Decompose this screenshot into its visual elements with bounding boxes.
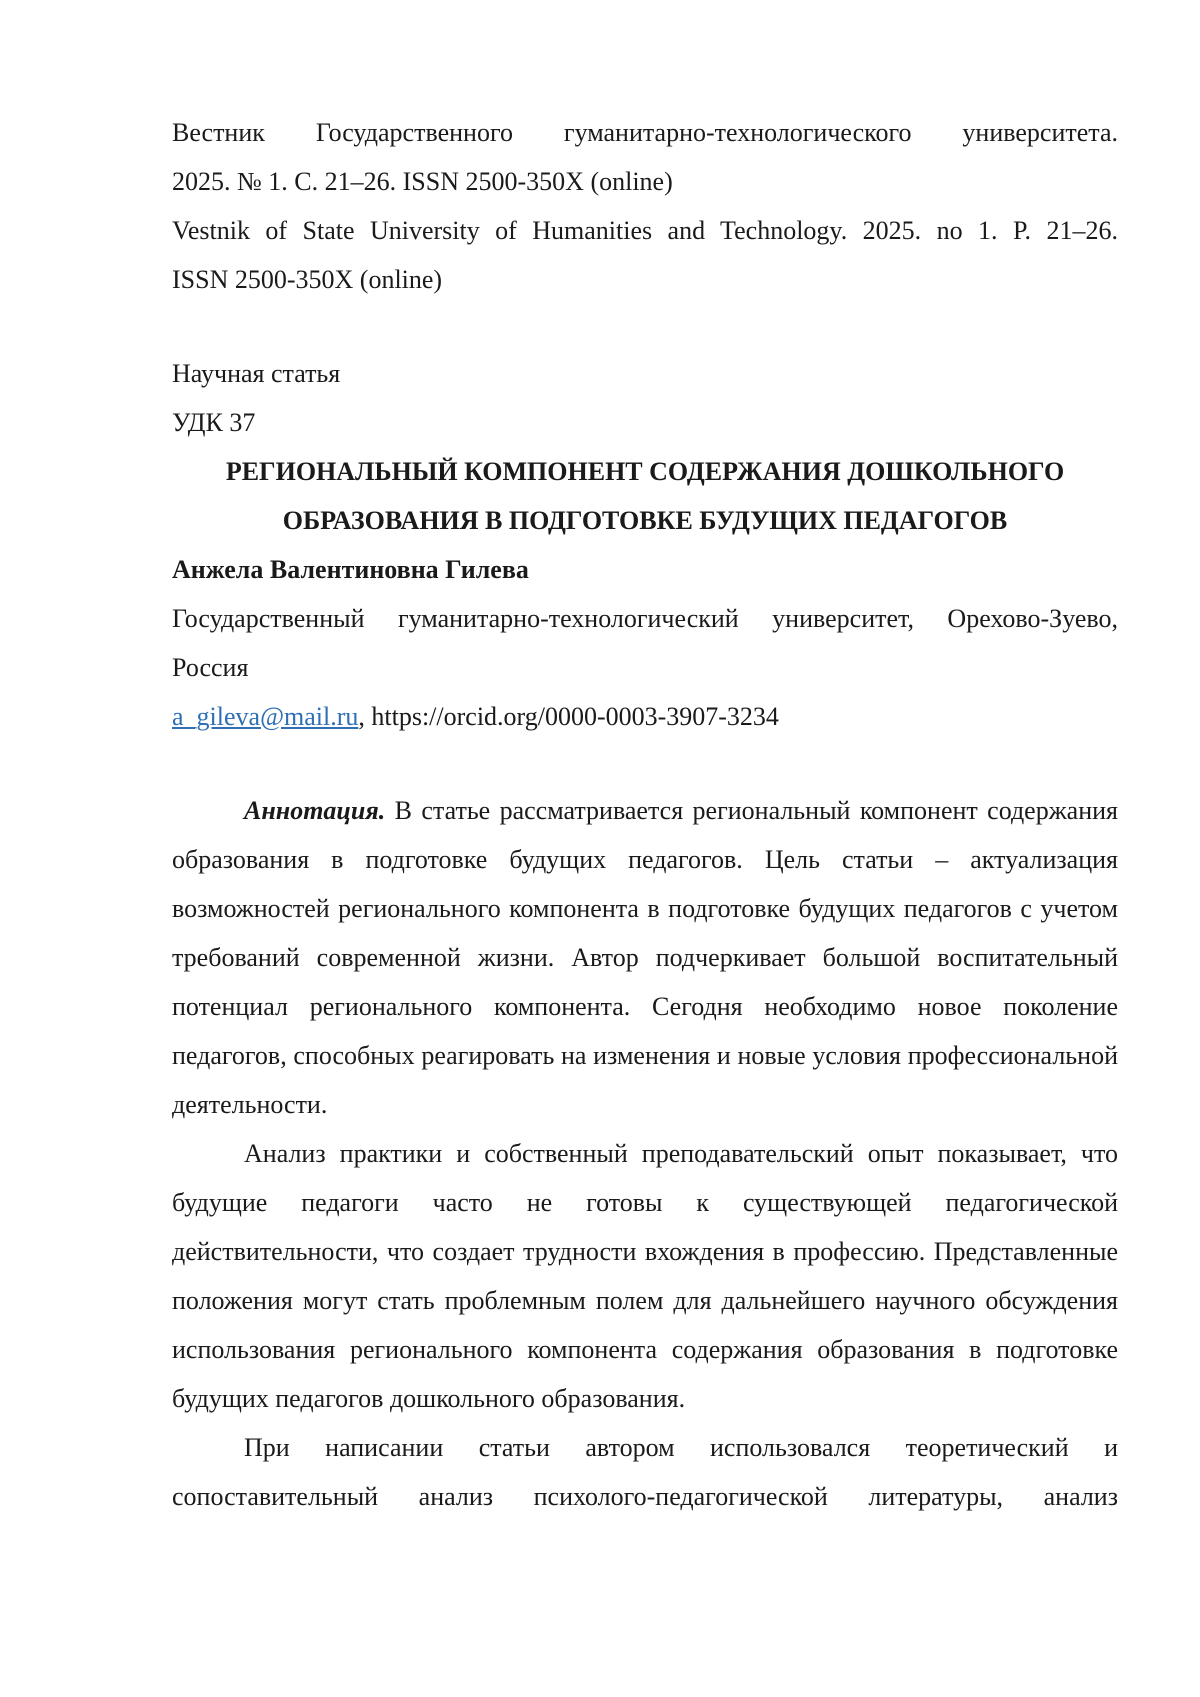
journal-header-ru-line2: 2025. № 1. С. 21–26. ISSN 2500-350X (online) — [172, 157, 1118, 206]
abstract — [172, 786, 1118, 1521]
article-type: Научная статья — [172, 349, 1118, 398]
article-title-line1: РЕГИОНАЛЬНЫЙ КОМПОНЕНТ СОДЕРЖАНИЯ ДОШКОЛЬНОГО — [172, 447, 1118, 496]
journal-header-en-line2: ISSN 2500-350X (online) — [172, 255, 1118, 304]
article-page — [172, 108, 1118, 1521]
abstract-paragraph-3: При написании статьи автором использовался теоретический и сопоставительный анализ психолого-педагогической литературы, анализ — [172, 1423, 1118, 1521]
abstract-paragraph-1 — [172, 786, 1118, 1129]
article-title — [172, 447, 1118, 545]
contact-separator: , — [358, 702, 371, 731]
article-title-line2: ОБРАЗОВАНИЯ В ПОДГОТОВКЕ БУДУЩИХ ПЕДАГОГОВ — [172, 496, 1118, 545]
journal-header — [172, 108, 1118, 304]
udk-code: УДК 37 — [172, 398, 1118, 447]
spacer — [172, 741, 1118, 790]
spacer — [172, 304, 1118, 353]
abstract-paragraph-2: Анализ практики и собственный преподавательский опыт показывает, что будущие педагоги часто не готовы к существующей педагогической действительности, что создает трудности вхождения в профессию. Представленные положения могут стать проблемным полем для дальнейшего научного обсуждения использования регионального компонента содержания образования в подготовке будущих педагогов дошкольного образования. — [172, 1129, 1118, 1423]
journal-header-en-line1: Vestnik of State University of Humanities and Technology. 2025. no 1. P. 21–26. — [172, 206, 1118, 255]
journal-header-ru-line1: Вестник Государственного гуманитарно-технологического университета. — [172, 108, 1118, 157]
author-contacts — [172, 692, 1118, 741]
abstract-paragraph-1-text: В статье рассматривается региональный компонент содержания образования в подготовке будущих педагогов. Цель статьи – актуализация возможностей регионального компонента в подготовке будущих педагогов с учетом требований современной жизни. Автор подчеркивает большой воспитательный потенциал регионального компонента. Сегодня необходимо новое поколение педагогов, способных реагировать на изменения и новые условия профессиональной деятельности. — [172, 796, 1118, 1119]
author-email-link[interactable]: a_gileva@mail.ru — [172, 702, 358, 731]
abstract-label: Аннотация. — [244, 796, 385, 825]
author-orcid: https://orcid.org/0000-0003-3907-3234 — [371, 702, 779, 731]
author-affiliation: Государственный гуманитарно-технологический университет, Орехово-Зуево, Россия — [172, 594, 1118, 692]
author-name: Анжела Валентиновна Гилева — [172, 545, 1118, 594]
